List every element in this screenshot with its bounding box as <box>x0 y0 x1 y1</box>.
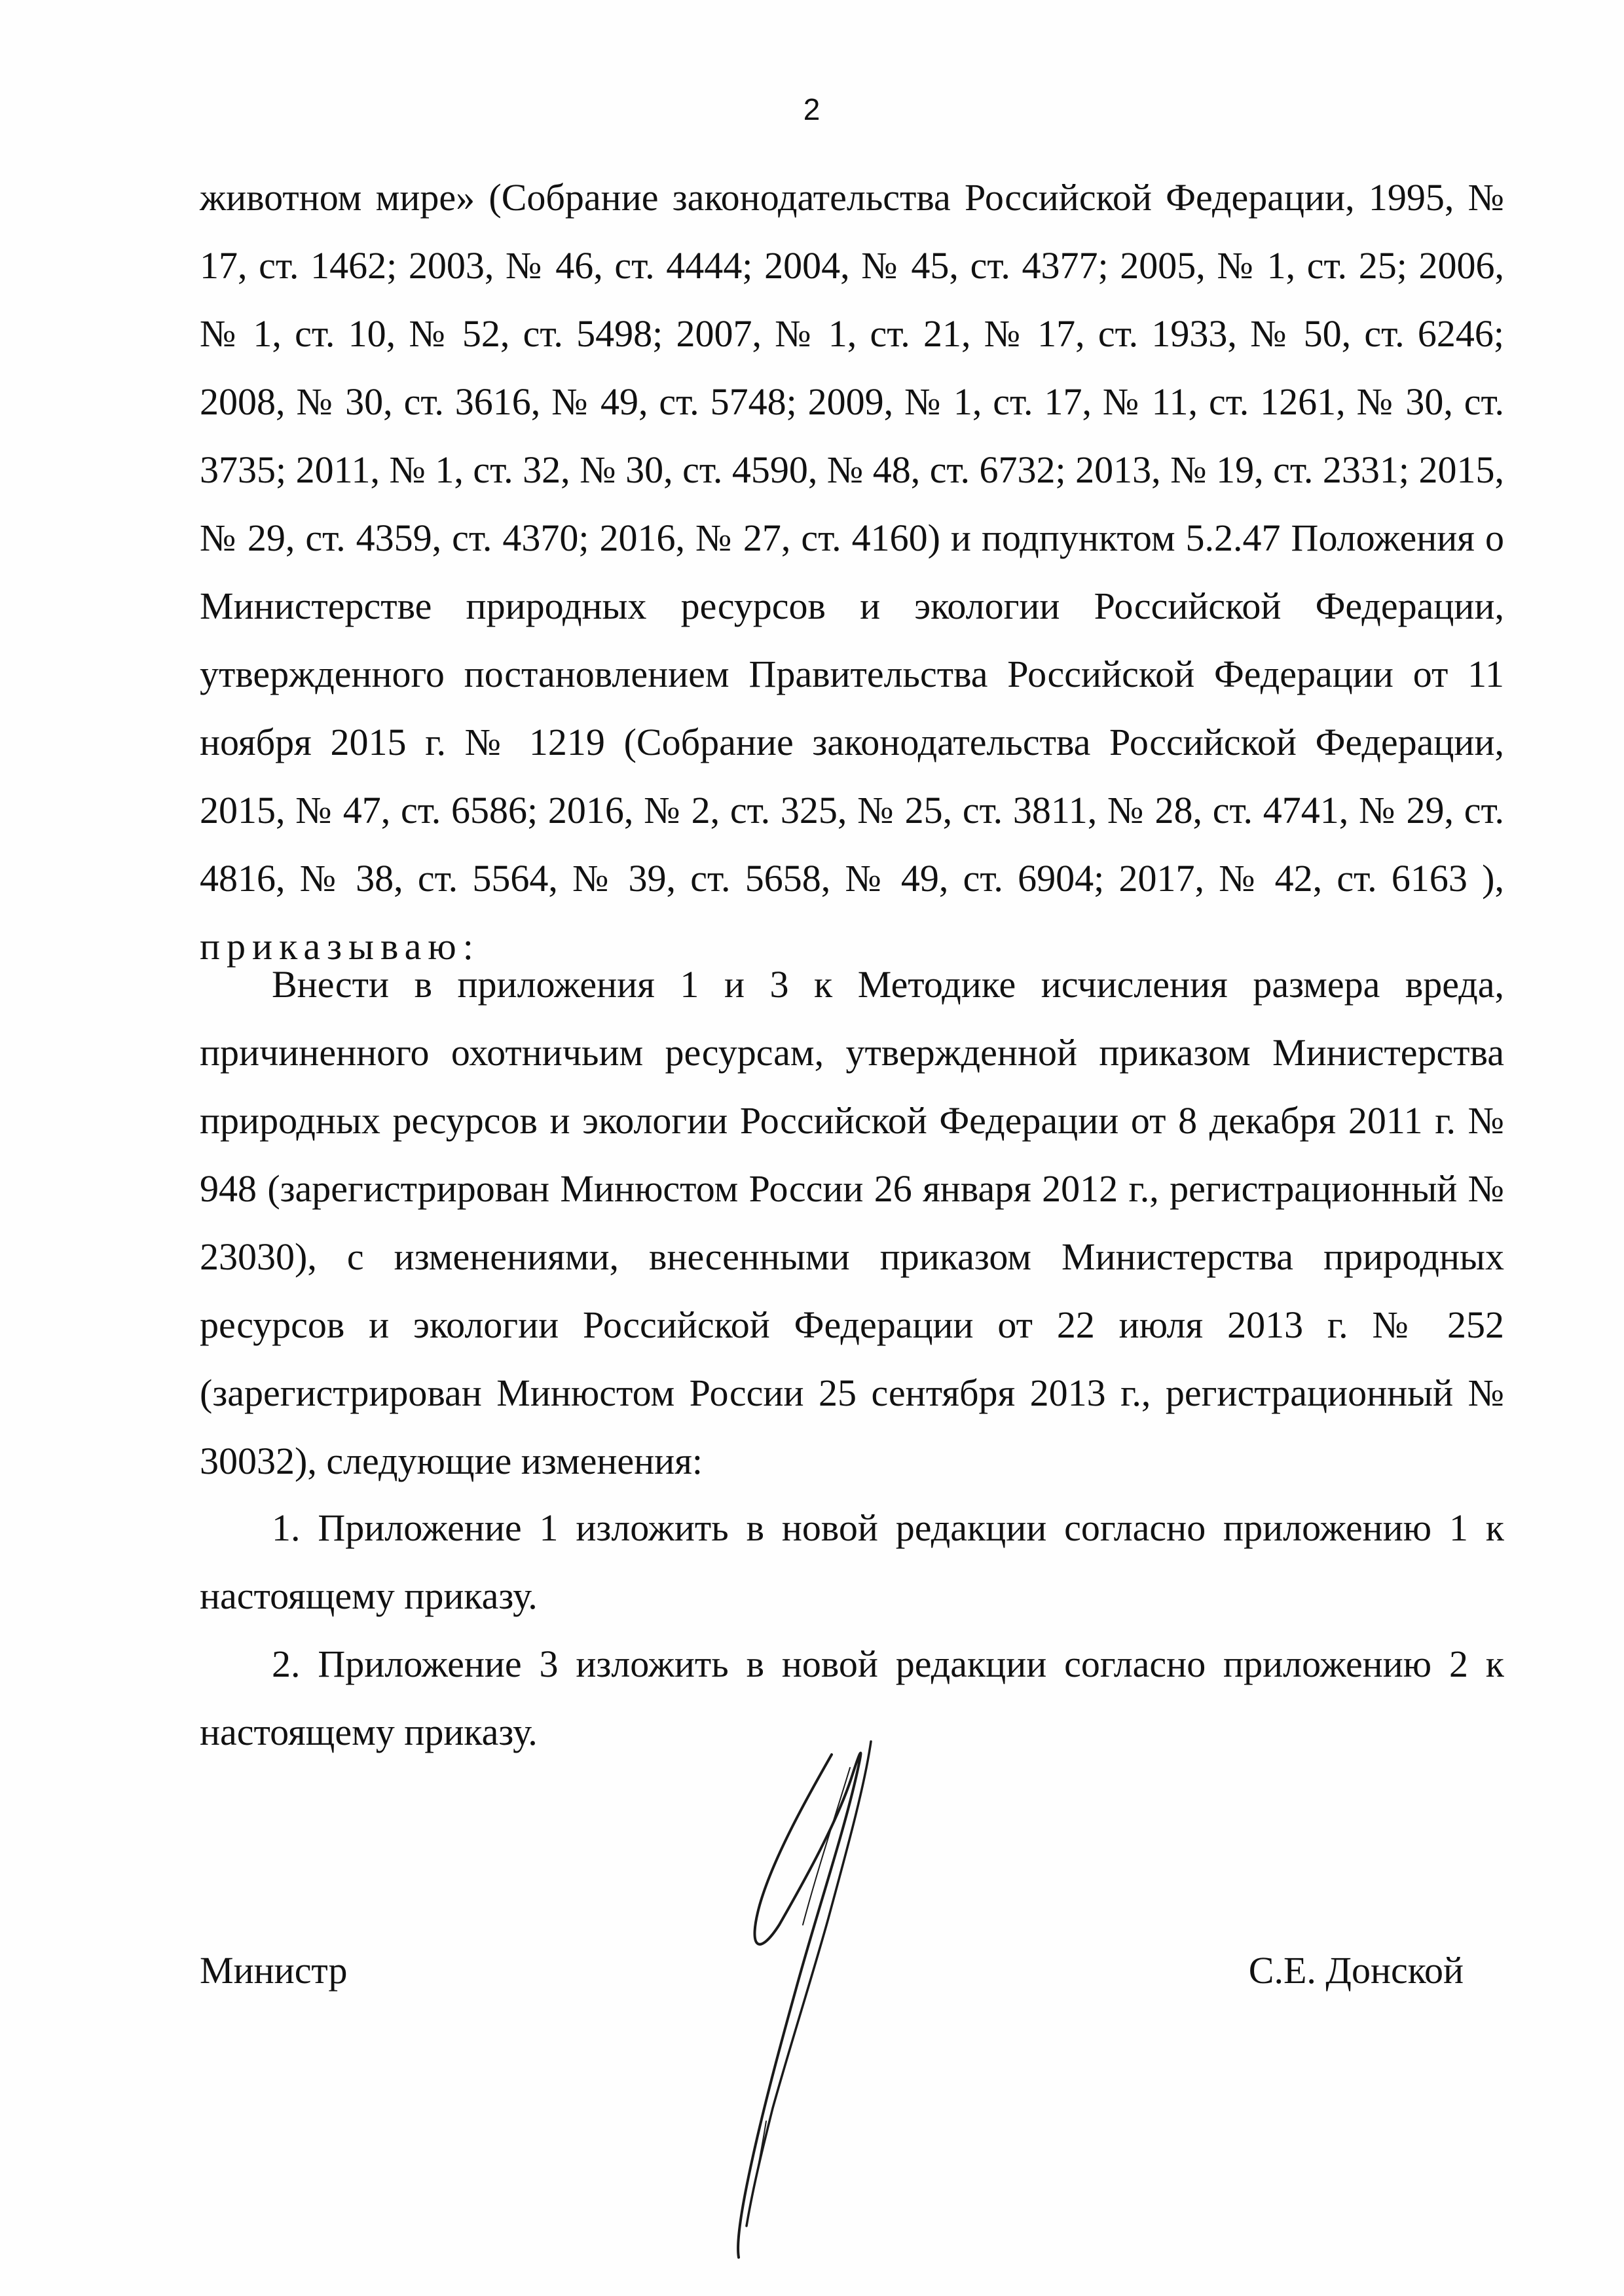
paragraph-item-2: 2. Приложение 3 изложить в новой редакции согласно приложению 2 к настоящему приказу. <box>200 1643 1504 1753</box>
paragraph-item-1: 1. Приложение 1 изложить в новой редакции согласно приложению 1 к настоящему приказу. <box>200 1506 1504 1617</box>
signatory-name: С.Е. Донской <box>1248 1949 1464 1992</box>
order-keyword: приказываю: <box>200 925 480 968</box>
paragraph-legal-basis-text: животном мире» (Собрание законодательства Российской Федерации, 1995, № 17, ст. 1462; 2003, № 46, ст. 4444; 2004, № 45, ст. 4377; 2005, № 1, ст. 25; 2006, № 1, ст. 10, № 52, ст. 5498; 2007, № 1, ст. 21, № 17, ст. 1933, № 50, ст. 6246; 2008, № 30, ст. 3616, № 49, ст. 5748; 2009, № 1, ст. 17, № 11, ст. 1261, № 30, ст. 3735; 2011, № 1, ст. 32, № 30, ст. 4590, № 48, ст. 6732; 2013, № 19, ст. 2331; 2015, № 29, ст. 4359, ст. 4370; 2016, № 27, ст. 4160) и подпунктом 5.2.47 Положения о Министерстве природных ресурсов и экологии Российской Федерации, утвержденного постановлением Правительства Российской Федерации от 11 ноября 2015 г. № 1219 (Собрание законодательства Российской Федерации, 2015, № 47, ст. 6586; 2016, № 2, ст. 325, № 25, ст. 3811, № 28, ст. 4741, № 29, ст. 4816, № 38, ст. 5564, № 39, ст. 5658, № 49, ст. 6904; 2017, № 42, ст. 6163 ), <box>200 176 1504 900</box>
paragraph-legal-basis <box>200 164 1504 981</box>
page-number: 2 <box>803 92 821 126</box>
signatory-title: Министр <box>200 1949 348 1992</box>
handwritten-signature <box>674 1728 950 2272</box>
paragraph-amendment: Внести в приложения 1 и 3 к Методике исчисления размера вреда, причиненного охотничьим ресурсам, утвержденной приказом Министерства природных ресурсов и экологии Российской Федерации от 8 декабря 2011 г. № 948 (зарегистрирован Минюстом России 26 января 2012 г., регистрационный № 23030), с изменениями, внесенными приказом Министерства природных ресурсов и экологии Российской Федерации от 22 июля 2013 г. № 252 (зарегистрирован Минюстом России 25 сентября 2013 г., регистрационный № 30032), следующие изменения: <box>200 963 1504 1482</box>
